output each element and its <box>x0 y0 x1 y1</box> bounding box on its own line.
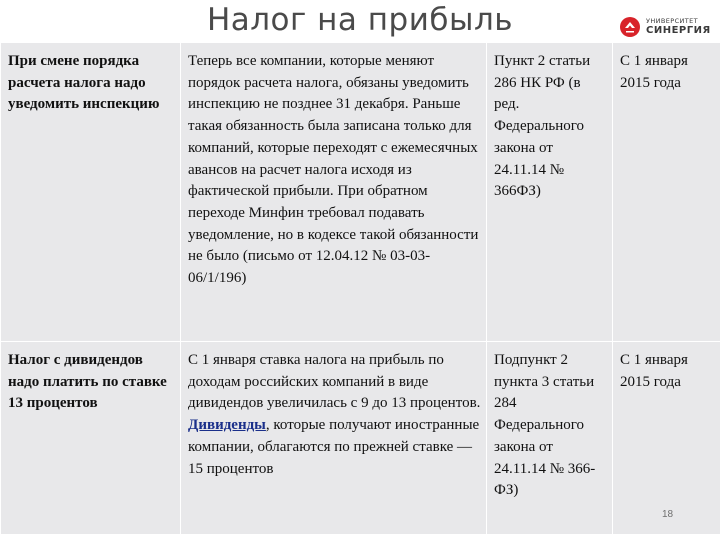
details-text-after: , которые получают иностранные компании, облагаются по прежней ставке — 15 процентов <box>188 417 480 477</box>
logo-line-synergy: СИНЕРГИЯ <box>646 24 711 36</box>
synergy-logo-icon <box>619 16 641 38</box>
change-cell: Налог с дивидендов надо платить по ставке 13 процентов <box>1 342 181 535</box>
details-text-before: С 1 января ставка налога на прибыль по доходам российских компаний в виде дивидендов увеличилась с 9 до 13 процентов. <box>188 352 481 412</box>
source-cell: Пункт 2 статьи 286 НК РФ (в ред. Федерального закона от 24.11.14 № 366ФЗ) <box>487 43 613 342</box>
change-cell: При смене порядка расчета налога надо уведомить инспекцию <box>1 43 181 342</box>
table-row <box>1 342 720 535</box>
page-number: 18 <box>662 509 674 520</box>
details-cell: Теперь все компании, которые меняют порядок расчета налога, обязаны уведомить инспекцию не позднее 31 декабря. Раньше такая обязанность была записана только для компаний, которые переходят с ежемесячных авансов на расчет налога исходя из фактической прибыли. При обратном переходе Минфин требовал подавать уведомление, но в кодексе такой обязанности не было (письмо от 12.04.12 № 03-03-06/1/196) <box>181 43 487 342</box>
effective-date-cell: С 1 января 2015 года <box>613 342 720 535</box>
logo-text <box>646 18 711 36</box>
details-cell <box>181 342 487 535</box>
effective-date-cell: С 1 января 2015 года <box>613 43 720 342</box>
logo-line-university: УНИВЕРСИТЕТ <box>646 17 699 26</box>
slide-title: Налог на прибыль <box>206 2 514 38</box>
university-logo <box>619 13 715 41</box>
tax-changes-table <box>0 42 720 535</box>
tax-changes-table-container <box>0 42 720 534</box>
dividends-link[interactable]: Дивиденды <box>188 417 266 434</box>
source-cell: Подпункт 2 пункта 3 статьи 284 Федерального закона от 24.11.14 № 366-ФЗ) <box>487 342 613 535</box>
table-row <box>1 43 720 342</box>
